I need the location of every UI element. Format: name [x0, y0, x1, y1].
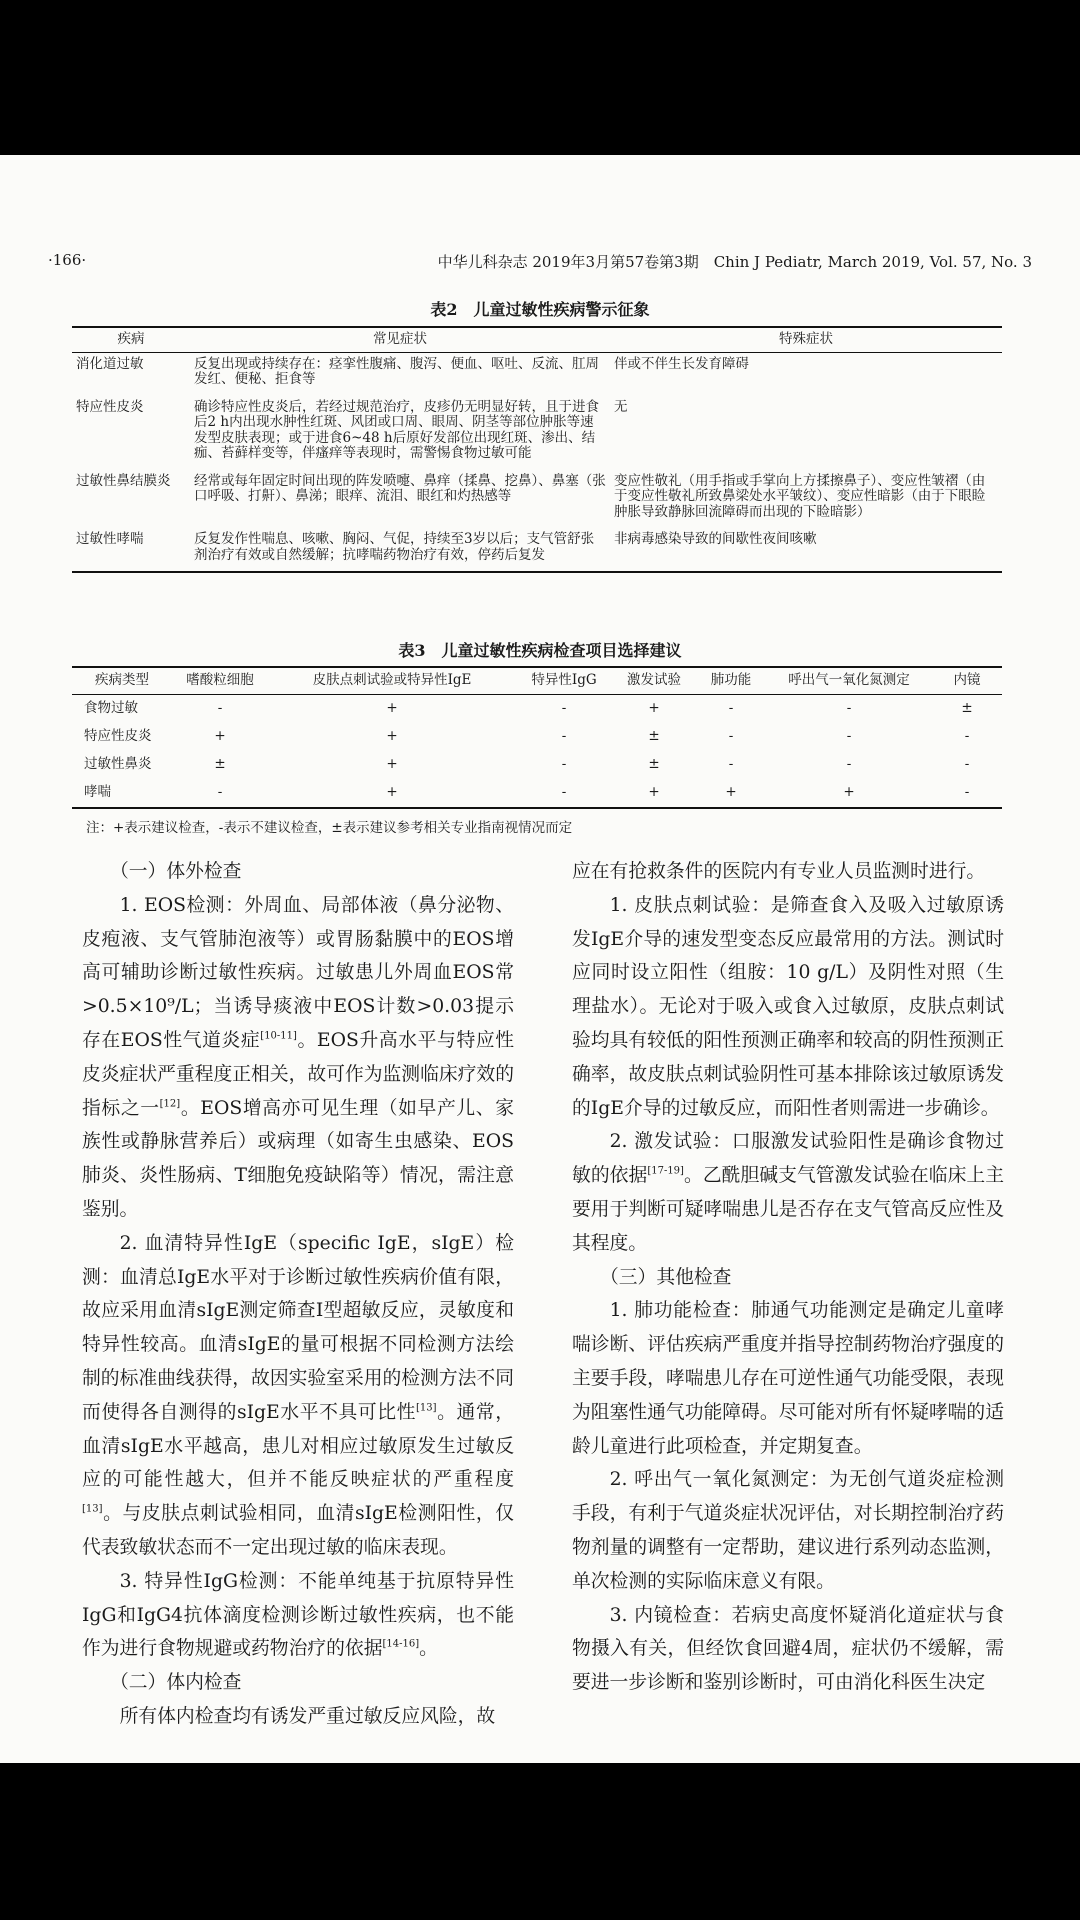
table2-header-cell: 常见症状 [190, 327, 610, 352]
body-paragraph: 1. 肺功能检查：肺通气功能测定是确定儿童哮喘诊断、评估疾病严重度并指导控制药物治疗强度的主要手段，哮喘患儿存在可逆性通气功能受限，表现为阻塞性通气功能障碍。尽可能对所有怀疑哮喘的适龄儿童进行此项检查，并定期复查。 [572, 1300, 1004, 1457]
table2-cell: 无 [614, 398, 628, 415]
table2-cell: 经常或每年固定时间出现的阵发喷嚏、鼻痒（揉鼻、挖鼻）、鼻塞（张口呼吸、打鼾）、鼻涕；眼痒、流泪、眼红和灼热感等 [194, 472, 606, 505]
table3-cell: + [648, 699, 660, 716]
table3-header-cell: 疾病类型 [72, 667, 172, 694]
table3-cell: - [846, 755, 852, 772]
table3-caption: 表3 儿童过敏性疾病检查项目选择建议 [398, 641, 682, 660]
table2-header-cell: 疾病 [72, 327, 190, 352]
section-heading: （二）体内检查 [110, 1672, 242, 1694]
table3-cell: - [516, 779, 612, 808]
citation-ref: [13] [415, 1402, 437, 1414]
table3-cell: + [386, 755, 398, 772]
table3-header-cell: 嗜酸粒细胞 [172, 667, 268, 694]
table2-cell: 确诊特应性皮炎后，若经过规范治疗，皮疹仍无明显好转，且于进食后2 h内出现水肿性红斑、风团或口周、眼周、阴茎等部位肿胀等速发型皮肤表现；或于进食6~48 h后原好发部位出现红斑、渗出、结痂、苔藓样变等，伴瘙痒等表现时，需警惕食物过敏可能 [194, 398, 599, 462]
table2-row [72, 528, 1002, 572]
body-paragraph: 2. 激发试验：口服激发试验阳性是确诊食物过敏的依据[17-19]。乙酰胆碱支气管激发试验在临床上主要用于判断可疑哮喘患儿是否存在支气管高反应性及其程度。 [572, 1131, 1005, 1254]
journal-citation: 中华儿科杂志 2019年3月第57卷第3期 Chin J Pediatr, March 2019, Vol. 57, No. 3 [437, 253, 1032, 271]
table2-cell: 伴或不伴生长发育障碍 [614, 355, 749, 372]
table3-cell: + [612, 779, 696, 808]
table3-cell: 哮喘 [72, 779, 172, 808]
table2-cell: 过敏性鼻结膜炎 [76, 472, 171, 489]
table3-cell: + [386, 699, 398, 716]
body-paragraph: 所有体内检查均有诱发严重过敏反应风险，故 [119, 1705, 496, 1727]
table2-cell: 过敏性哮喘 [72, 528, 190, 572]
table2-cell: 非病毒感染导致的间歇性夜间咳嗽 [610, 528, 1002, 572]
table2-cell: 消化道过敏 [76, 355, 144, 372]
table3-cell: + [268, 779, 516, 808]
table3-cell: - [932, 779, 1002, 808]
citation-ref: [17-19] [647, 1165, 684, 1177]
table2-cell: 变应性敬礼（用手指或手掌向上方揉擦鼻子）、变应性皱褶（由于变应性敬礼所致鼻梁处水平皱纹）、变应性暗影（由于下眼睑肿胀导致静脉回流障碍而出现的下睑暗影） [614, 472, 986, 520]
table3-cell: - [561, 727, 567, 744]
table3-cell: + [766, 779, 932, 808]
table3-row [72, 751, 1002, 779]
table3-cell: 食物过敏 [84, 699, 138, 716]
section-heading: （三）其他检查 [600, 1266, 732, 1288]
table3-cell: - [846, 699, 852, 716]
table2-cell: 反复出现或持续存在：痉挛性腹痛、腹泻、便血、呕吐、反流、肛周发红、便秘、拒食等 [194, 355, 599, 388]
table3 [72, 666, 1002, 809]
running-head [48, 245, 1032, 275]
table3-row [72, 779, 1002, 808]
body-paragraph: 3. 内镜检查：若病史高度怀疑消化道症状与食物摄入有关，但经饮食回避4周，症状仍不缓解，需要进一步诊断和鉴别诊断时，可由消化科医生决定 [572, 1604, 1004, 1694]
table2-caption: 表2 儿童过敏性疾病警示征象 [430, 300, 650, 319]
citation-ref: [10-11] [260, 1030, 297, 1042]
table3-cell: - [728, 727, 734, 744]
body-paragraph: 1. EOS检测：外周血、局部体液（鼻分泌物、皮疱液、支气管肺泡液等）或胃肠黏膜中的EOS增高可辅助诊断过敏性疾病。过敏患儿外周血EOS常>0.5×10⁹/L；当诱导痰液中EOS计数>0.03提示存在EOS性气道炎症[10-11]。EOS升高水平与特应性皮炎症状严重程度正相关，故可作为监测临床疗效的指标之一[12]。EOS增高亦可见生理（如早产儿、家族性或静脉营养后）或病理（如寄生虫感染、EOS肺炎、炎性肠病、T细胞免疫缺陷等）情况，需注意鉴别。 [82, 894, 514, 1220]
table3-header-cell: 肺功能 [696, 667, 766, 694]
table3-row [72, 694, 1002, 723]
table3-cell: - [561, 755, 567, 772]
page-number: ·166· [48, 251, 87, 269]
table3-cell: + [386, 727, 398, 744]
table3-cell: ± [214, 755, 226, 772]
table3-header-row [72, 667, 1002, 694]
table3-cell: - [561, 699, 567, 716]
table3-cell: - [964, 755, 970, 772]
table3-cell: + [696, 779, 766, 808]
table3-cell: - [964, 727, 970, 744]
table3-cell: - [172, 779, 268, 808]
table2 [72, 326, 1002, 573]
table3-cell: + [214, 727, 226, 744]
table3-cell: 过敏性鼻炎 [84, 755, 152, 772]
table2-header-row [72, 327, 1002, 352]
body-paragraph: 2. 血清特异性IgE（specific IgE，sIgE）检测：血清总IgE水平对于诊断过敏性疾病价值有限，故应采用血清sIgE测定筛查Ⅰ型超敏反应，灵敏度和特异性较高。血清sIgE的量可根据不同检测方法绘制的标准曲线获得，故因实验室采用的检测方法不同而使得各自测得的sIgE水平不具可比性[13]。通常，血清sIgE水平越高，患儿对相应过敏原发生过敏反应的可能性越大，但并不能反映症状的严重程度[13]。与皮肤点刺试验相同，血清sIgE检测阳性，仅代表致敏状态而不一定出现过敏的临床表现。 [82, 1232, 515, 1558]
body-paragraph: 应在有抢救条件的医院内有专业人员监测时进行。 [572, 861, 986, 882]
table3-cell: ± [648, 755, 660, 772]
table2-cell: 特应性皮炎 [76, 398, 144, 415]
body-paragraph: 2. 呼出气一氧化氮测定：为无创气道炎症检测手段，有利于气道炎症状况评估，对长期控制治疗药物剂量的调整有一定帮助，建议进行系列动态监测，单次检测的实际临床意义有限。 [572, 1469, 1004, 1592]
section-heading: （一）体外检查 [110, 861, 242, 882]
table3-cell: 特应性皮炎 [84, 727, 152, 744]
table2-header-cell: 特殊症状 [610, 327, 1002, 352]
body-paragraph: 3. 特异性IgG检测：不能单纯基于抗原特异性IgG和IgG4抗体滴度检测诊断过敏性疾病，也不能作为进行食物规避或药物治疗的依据[14-16]。 [82, 1570, 514, 1660]
table3-header-cell: 皮肤点刺试验或特异性IgE [268, 667, 516, 694]
body-paragraph: 1. 皮肤点刺试验：是筛查食入及吸入过敏原诱发IgE介导的速发型变态反应最常用的方法。测试时应同时设立阳性（组胺：10 g/L）及阴性对照（生理盐水）。无论对于吸入或食入过敏原，皮肤点刺试验均具有较低的阳性预测正确率和较高的阴性预测正确率，故皮肤点刺试验阴性可基本排除该过敏原诱发的IgE介导的过敏反应，而阳性者则需进一步确诊。 [572, 894, 1004, 1119]
table3-cell: - [728, 755, 734, 772]
table3-cell: ± [648, 727, 660, 744]
table3-row [72, 723, 1002, 751]
table3-header-cell: 激发试验 [612, 667, 696, 694]
table3-cell: ± [961, 699, 973, 716]
table3-header-cell: 特异性IgG [516, 667, 612, 694]
table3-header-cell: 内镜 [932, 667, 1002, 694]
citation-ref: [14-16] [382, 1639, 420, 1651]
table3-note: 注：+表示建议检查，-表示不建议检查，±表示建议参考相关专业指南视情况而定 [86, 820, 573, 836]
table2-row [72, 352, 1002, 396]
body-column-right [572, 855, 1004, 1700]
table2-row [72, 396, 1002, 470]
citation-ref: [12] [159, 1098, 181, 1110]
table3-cell: - [728, 699, 734, 716]
table2-row [72, 470, 1002, 529]
table3-header-cell: 呼出气一氧化氮测定 [766, 667, 932, 694]
table3-cell: - [217, 699, 223, 716]
body-column-left [82, 855, 514, 1734]
table3-cell: - [846, 727, 852, 744]
citation-ref: [13] [82, 1503, 103, 1515]
table2-cell: 反复发作性喘息、咳嗽、胸闷、气促，持续至3岁以后；支气管舒张剂治疗有效或自然缓解；抗哮喘药物治疗有效，停药后复发 [190, 528, 610, 572]
document-page [0, 155, 1080, 1763]
